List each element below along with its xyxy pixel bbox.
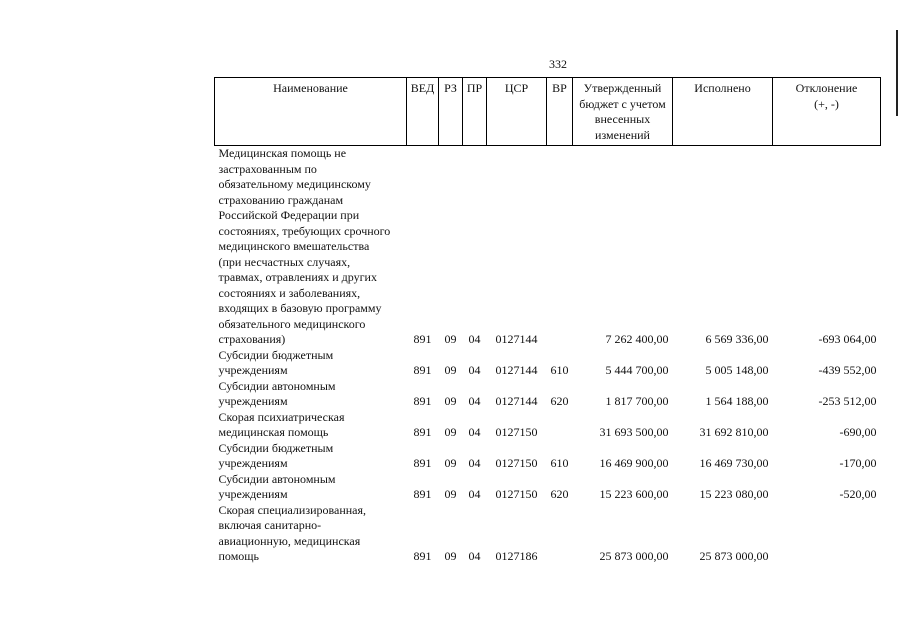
cell-name-line: обязательного медицинского bbox=[218, 316, 366, 331]
cell-deviation: -690,00 bbox=[839, 425, 877, 439]
cell-name-line: авиационную, медицинская bbox=[218, 533, 361, 548]
cell-name-line: Субсидии автономным bbox=[218, 378, 336, 393]
cell-ved: 891 bbox=[413, 456, 432, 470]
cell-ved: 891 bbox=[413, 363, 432, 377]
cell-pr: 04 bbox=[468, 363, 481, 377]
cell-name bbox=[215, 379, 407, 410]
cell-name bbox=[215, 146, 407, 348]
cell-executed: 25 873 000,00 bbox=[699, 549, 769, 563]
header-approved-line: Утвержденный bbox=[583, 81, 662, 95]
cell-executed: 31 692 810,00 bbox=[699, 425, 769, 439]
cell-executed: 1 564 188,00 bbox=[705, 394, 769, 408]
cell-ved: 891 bbox=[413, 332, 432, 346]
cell-name-line: медицинская помощь bbox=[218, 425, 329, 439]
cell-name bbox=[215, 348, 407, 379]
cell-name-line: учреждениям bbox=[218, 394, 288, 408]
header-name: Наименование bbox=[215, 78, 407, 146]
cell-name-line: травмах, отравлениях и других bbox=[218, 270, 377, 284]
cell-name-line: медицинского вмешательства bbox=[218, 239, 370, 253]
cell-deviation: -170,00 bbox=[839, 456, 877, 470]
header-approved-line: изменений bbox=[595, 127, 650, 142]
cell-rz: 09 bbox=[444, 487, 457, 501]
cell-name-line: учреждениям bbox=[218, 363, 288, 377]
cell-deviation: -253 512,00 bbox=[818, 394, 877, 408]
cell-name-line: Российской Федерации при bbox=[218, 208, 360, 222]
cell-name-line: Скорая специализированная, bbox=[218, 502, 367, 517]
cell-vr bbox=[547, 503, 573, 565]
cell-pr: 04 bbox=[468, 456, 481, 470]
cell-executed: 5 005 148,00 bbox=[705, 363, 769, 377]
cell-vr: 620 bbox=[550, 487, 569, 501]
cell-approved: 16 469 900,00 bbox=[599, 456, 669, 470]
cell-ved: 891 bbox=[413, 394, 432, 408]
cell-name bbox=[215, 503, 407, 565]
cell-name-line: Субсидии автономным bbox=[218, 471, 336, 486]
table-row bbox=[215, 410, 881, 441]
cell-pr: 04 bbox=[468, 332, 481, 346]
cell-name-line: (при несчастных случаях, bbox=[218, 254, 351, 269]
cell-deviation: -439 552,00 bbox=[818, 363, 877, 377]
table-row bbox=[215, 472, 881, 503]
cell-name-line: страхования) bbox=[218, 332, 286, 346]
cell-deviation: -520,00 bbox=[839, 487, 877, 501]
table-row bbox=[215, 503, 881, 565]
table-header-row bbox=[215, 78, 881, 146]
cell-name-line: состояниях, требующих срочного bbox=[218, 223, 391, 238]
table-row bbox=[215, 441, 881, 472]
cell-approved: 15 223 600,00 bbox=[599, 487, 669, 501]
cell-name bbox=[215, 472, 407, 503]
cell-rz: 09 bbox=[444, 456, 457, 470]
cell-deviation: -693 064,00 bbox=[818, 332, 877, 346]
cell-csr: 0127144 bbox=[495, 332, 538, 346]
cell-vr: 620 bbox=[550, 394, 569, 408]
header-pr: ПР bbox=[463, 78, 487, 146]
cell-name-line: страхованию гражданам bbox=[218, 192, 344, 207]
table-row bbox=[215, 379, 881, 410]
cell-csr: 0127144 bbox=[495, 394, 538, 408]
cell-csr: 0127144 bbox=[495, 363, 538, 377]
cell-name-line: обязательному медицинскому bbox=[218, 177, 371, 191]
table-row bbox=[215, 146, 881, 348]
cell-executed: 6 569 336,00 bbox=[705, 332, 769, 346]
cell-rz: 09 bbox=[444, 363, 457, 377]
cell-executed: 16 469 730,00 bbox=[699, 456, 769, 470]
scan-edge-line bbox=[896, 30, 898, 116]
cell-ved: 891 bbox=[413, 487, 432, 501]
header-approved-line: бюджет с учетом bbox=[579, 96, 666, 111]
budget-table bbox=[214, 77, 881, 565]
cell-ved: 891 bbox=[413, 549, 432, 563]
cell-ved: 891 bbox=[413, 425, 432, 439]
cell-pr: 04 bbox=[468, 549, 481, 563]
header-executed: Исполнено bbox=[673, 78, 773, 146]
cell-pr: 04 bbox=[468, 487, 481, 501]
cell-csr: 0127150 bbox=[495, 425, 538, 439]
cell-approved: 5 444 700,00 bbox=[605, 363, 669, 377]
cell-name-line: состояниях и заболеваниях, bbox=[218, 285, 361, 300]
cell-csr: 0127150 bbox=[495, 487, 538, 501]
cell-pr: 04 bbox=[468, 394, 481, 408]
cell-name-line: учреждениям bbox=[218, 487, 288, 501]
header-vr: ВР bbox=[547, 78, 573, 146]
cell-name bbox=[215, 410, 407, 441]
cell-approved: 1 817 700,00 bbox=[605, 394, 669, 408]
cell-approved: 25 873 000,00 bbox=[599, 549, 669, 563]
cell-deviation bbox=[773, 503, 881, 565]
header-csr: ЦСР bbox=[487, 78, 547, 146]
cell-rz: 09 bbox=[444, 549, 457, 563]
table-body bbox=[215, 146, 881, 565]
header-approved-line: внесенных bbox=[594, 112, 651, 126]
cell-name-line: включая санитарно- bbox=[218, 518, 322, 532]
header-ved: ВЕД bbox=[407, 78, 439, 146]
cell-csr: 0127150 bbox=[495, 456, 538, 470]
cell-pr: 04 bbox=[468, 425, 481, 439]
cell-vr: 610 bbox=[550, 456, 569, 470]
cell-vr bbox=[547, 146, 573, 348]
page-number: 332 bbox=[549, 57, 567, 71]
cell-rz: 09 bbox=[444, 332, 457, 346]
cell-name-line: Медицинская помощь не bbox=[218, 146, 347, 160]
cell-approved: 31 693 500,00 bbox=[599, 425, 669, 439]
table-row bbox=[215, 348, 881, 379]
header-deviation-line: (+, -) bbox=[814, 96, 839, 111]
cell-name-line: Субсидии бюджетным bbox=[218, 440, 334, 455]
cell-name bbox=[215, 441, 407, 472]
cell-rz: 09 bbox=[444, 394, 457, 408]
cell-vr: 610 bbox=[550, 363, 569, 377]
cell-name-line: Субсидии бюджетным bbox=[218, 347, 334, 362]
cell-executed: 15 223 080,00 bbox=[699, 487, 769, 501]
header-rz: РЗ bbox=[439, 78, 463, 146]
cell-name-line: входящих в базовую программу bbox=[218, 301, 382, 315]
cell-approved: 7 262 400,00 bbox=[605, 332, 669, 346]
cell-name-line: помощь bbox=[218, 549, 259, 563]
cell-vr bbox=[547, 410, 573, 441]
cell-name-line: учреждениям bbox=[218, 456, 288, 470]
header-deviation-line: Отклонение bbox=[795, 81, 858, 95]
cell-csr: 0127186 bbox=[495, 549, 538, 563]
header-approved bbox=[573, 78, 673, 146]
cell-name-line: Скорая психиатрическая bbox=[218, 409, 345, 424]
header-deviation bbox=[773, 78, 881, 146]
cell-rz: 09 bbox=[444, 425, 457, 439]
cell-name-line: застрахованным по bbox=[218, 161, 317, 176]
